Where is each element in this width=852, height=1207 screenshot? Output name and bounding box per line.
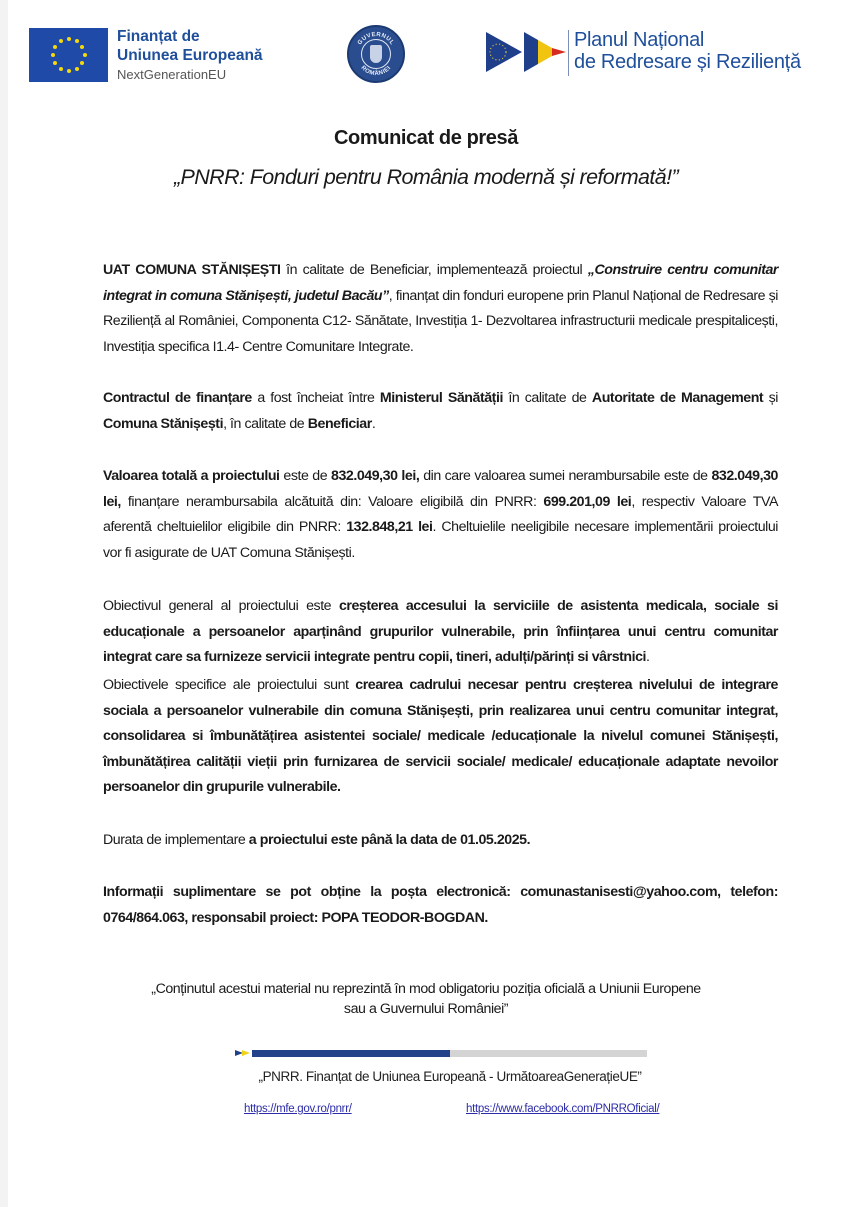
paragraph-project-intro: [103, 258, 778, 360]
text-span: în calitate de Beneficiar, implementează proiectul: [280, 262, 588, 278]
pnrr-logo-text: [574, 29, 801, 73]
eu-star-icon: [59, 39, 63, 43]
government-seal-icon: [347, 25, 405, 83]
disclaimer-line2: sau a Guvernului României”: [343, 1001, 509, 1017]
bold-span: Valoarea totală a proiectului: [103, 468, 280, 484]
bold-span: crearea cadrului necesar pentru creșterea nivelului de integrare sociala a persoanelor vulnerabile din comuna Stănișești, prin realizarea unui centru comunitar integrat, consolidarea si îmbunătățirea asistentei sociale/ medicale /educaționale la nivelul comunei Stănișești, îmbunătățirea calității vieții prin furnizarea de servicii sociale/ medicale/ educaționale adaptate nevoilor persoanelor din grupurile vulnerabile.: [103, 677, 778, 795]
text-span: în calitate de: [502, 390, 592, 406]
pnrr-logo-line1: Planul Național: [574, 29, 705, 51]
eu-logo-line1: Finanțat de: [117, 28, 200, 45]
eu-arrow-icon: [486, 32, 522, 72]
page-subtitle: „PNRR: Fonduri pentru România modernă și reformată!”: [173, 165, 679, 189]
ro-flag-red-icon: [552, 48, 566, 56]
text-span: a fost încheiat între: [251, 390, 380, 406]
eu-star-icon: [53, 45, 57, 49]
eu-star-icon: [67, 37, 71, 41]
mfe-pnrr-link[interactable]: https://mfe.gov.ro/pnrr/: [244, 1103, 352, 1115]
paragraph-general-objective: [103, 594, 778, 671]
header: [0, 0, 852, 110]
paragraph-specific-objectives: [103, 673, 778, 801]
eu-logo-line2: Uniunea Europeană: [117, 47, 263, 64]
eu-flag-icon: [29, 28, 108, 82]
eu-star-icon: [67, 69, 71, 73]
text-span: Obiectivul general al proiectului este: [103, 598, 339, 614]
disclaimer-line1: „Conținutul acestui material nu reprezintă în mod obligatoriu poziția oficială a Uniunii Europene: [151, 981, 701, 997]
text-span: din care valoarea sumei nerambursabile este de: [419, 468, 712, 484]
ro-flag-yellow-icon: [538, 40, 552, 64]
paragraph-contract: [103, 386, 778, 437]
text-span: Obiectivele specifice ale proiectului sunt: [103, 677, 356, 693]
footer-slogan: „PNRR. Finanțat de Uniunea Europeană - UrmătoareaGenerațieUE”: [258, 1069, 642, 1084]
eu-star-icon: [51, 53, 55, 57]
bold-span: Ministerul Sănătății: [379, 390, 503, 406]
vat-value: 132.848,21 lei: [346, 519, 433, 535]
eu-star-icon: [75, 39, 79, 43]
text-span: finanțare nerambursabila alcătuită din: Valoare eligibilă din PNRR:: [120, 493, 544, 510]
paragraph-duration: [103, 828, 778, 854]
disclaimer: [120, 979, 732, 1019]
text-span: , în calitate de: [223, 415, 308, 432]
bold-span: Contractul de finanțare: [103, 390, 252, 406]
bar-track: [450, 1050, 647, 1057]
eu-star-icon: [75, 67, 79, 71]
bar-fill: [252, 1050, 450, 1057]
text-span: , respectiv Valoare TVA aferentă cheltuielilor eligibile din PNRR:: [103, 493, 778, 535]
paragraph-project-value: [103, 464, 778, 566]
eu-funding-logo-text: [117, 27, 263, 85]
seal-top-text: GUVERNUL: [357, 31, 396, 47]
bold-span: Comuna Stănișești: [103, 415, 224, 432]
text-span: .: [371, 415, 376, 432]
bold-span: creșterea accesului la serviciile de asistenta medicala, sociale si educaționale a persoanelor aparținând grupurilor vulnerabile, prin înființarea unui centru comunitar integrat care sa furnizeze servicii integrate pentru copii, tineri, adulți/părinți si vârstnici: [103, 598, 778, 665]
text-span: și: [763, 390, 779, 406]
text-span: este de: [279, 468, 332, 484]
text-span: Durata de implementare: [103, 832, 249, 848]
eu-star-icon: [59, 67, 63, 71]
coat-of-arms-icon: [370, 45, 382, 63]
project-title: „Construire centru comunitar integrat in comuna Stănișești, judetul Bacău”: [103, 262, 778, 304]
beneficiary-name: UAT COMUNA STĂNIȘEȘTI: [103, 262, 281, 278]
paragraph-contact-info: [103, 880, 778, 931]
text-span: .: [646, 649, 650, 665]
total-value: 832.049,30 lei,: [331, 468, 420, 484]
bold-span: a proiectului este până la data de 01.05.2025.: [248, 832, 531, 848]
eu-logo-line3: NextGenerationEU: [117, 67, 227, 82]
seal-bottom-text: ROMÂNIEI: [359, 65, 393, 78]
bold-span: Autoritate de Management: [591, 390, 764, 406]
pnrr-logo-line2: de Redresare și Reziliență: [574, 51, 801, 73]
ro-flag-blue-icon: [524, 32, 538, 72]
pnrr-arrows-logo-icon: [486, 30, 568, 74]
text-span: . Cheltuielile neeligibile necesare implementării proiectului vor fi asigurate de UAT Comuna Stănișești.: [103, 519, 778, 561]
nonrefundable-value: 832.049,30 lei,: [103, 468, 778, 510]
bold-span: Beneficiar: [307, 415, 372, 432]
facebook-pnrr-link[interactable]: https://www.facebook.com/PNRROficial/: [466, 1103, 660, 1115]
page-title: Comunicat de presă: [334, 127, 518, 149]
eu-star-icon: [80, 61, 84, 65]
arrow-yellow-icon: [242, 1050, 250, 1056]
text-span: , finanțat din fonduri europene prin Planul Național de Redresare și Reziliență al României, Componenta C12- Sănătate, Investiția 1- Dezvoltarea infrastructurii medicale prespitalicești, Investiția specifica I1.4- Centre Comunitare Integrate.: [103, 287, 778, 355]
eligible-value: 699.201,09 lei: [543, 493, 632, 510]
eu-star-icon: [80, 45, 84, 49]
logo-divider: [568, 30, 569, 76]
eu-star-icon: [53, 61, 57, 65]
contact-text: Informații suplimentare se pot obține la poșta electronică: comunastanisesti@yahoo.com, telefon: 0764/864.063, responsabil proiect: POPA TEODOR-BOGDAN.: [103, 884, 778, 926]
footer-progress-bar: [235, 1049, 647, 1058]
eu-star-icon: [83, 53, 87, 57]
